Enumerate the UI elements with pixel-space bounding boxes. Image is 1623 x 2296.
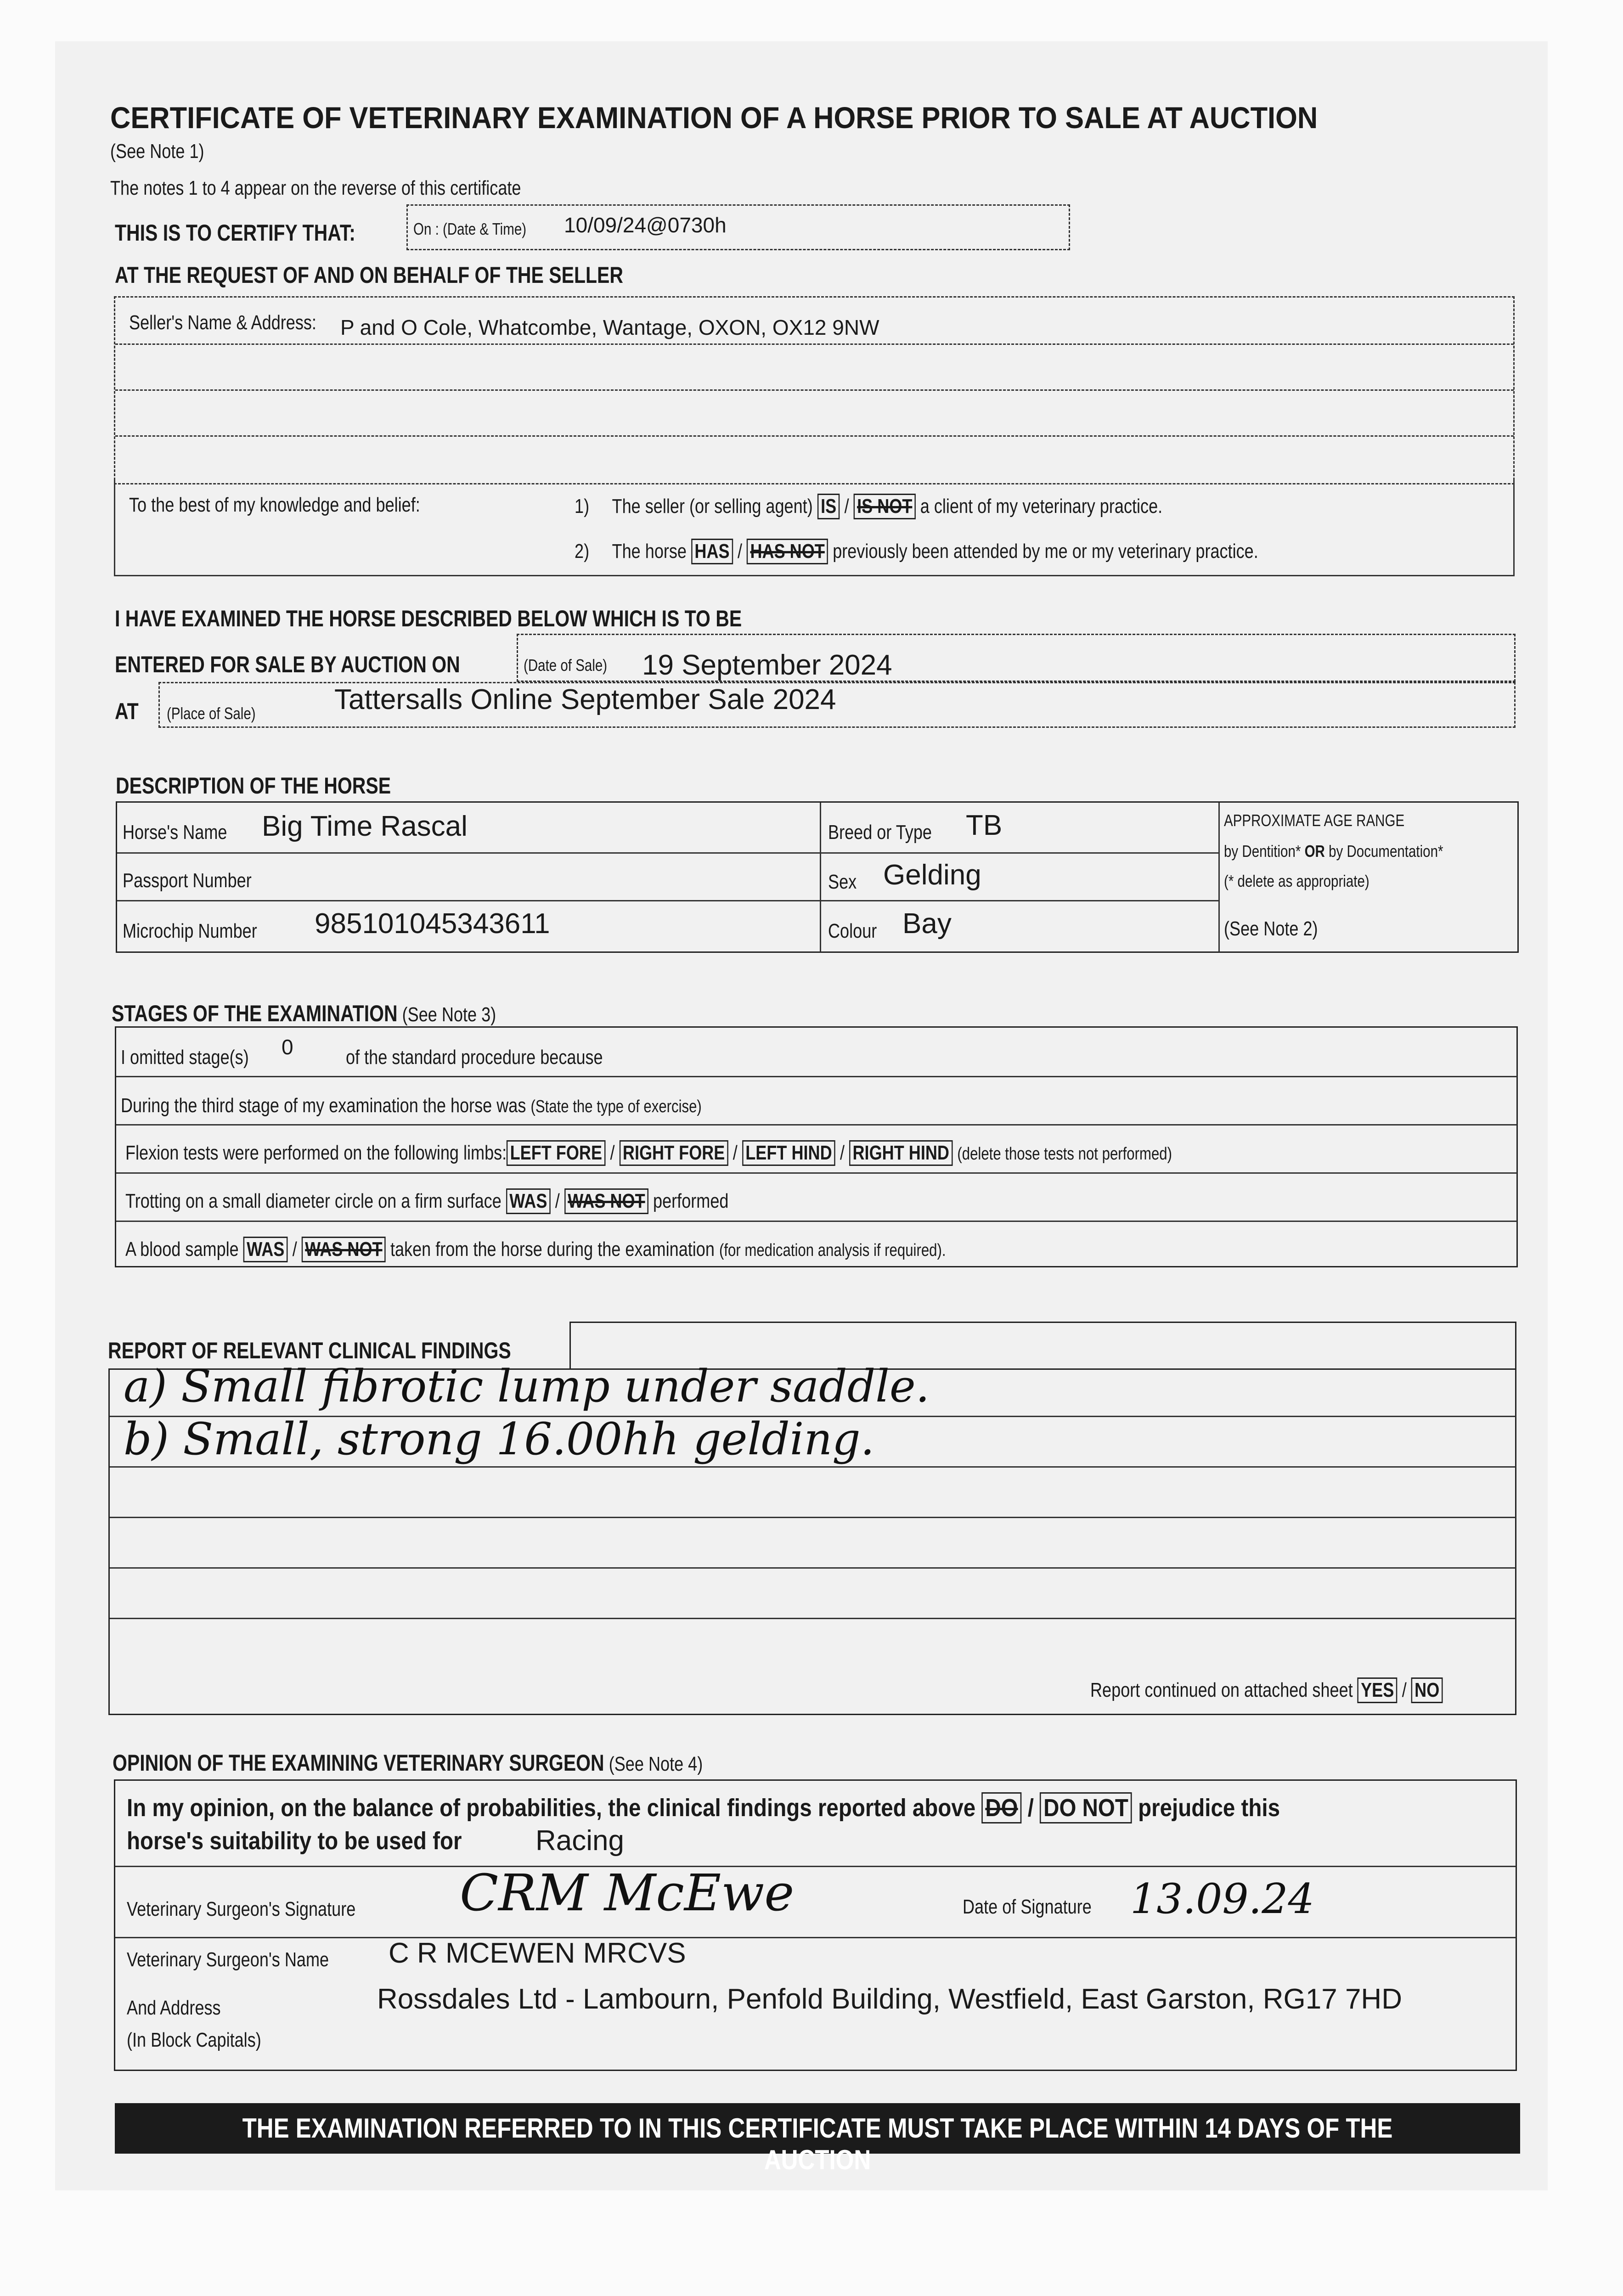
flexion-pre: Flexion tests were performed on the following limbs:	[125, 1142, 507, 1164]
opinion-box	[114, 1779, 1517, 2071]
desc-divider-2	[1218, 803, 1220, 952]
opinion-line-2	[115, 1937, 1516, 1938]
sale-date-label: (Date of Sale)	[524, 656, 608, 675]
seller-value: P and O Cole, Whatcombe, Wantage, OXON, OX12 9NW	[340, 315, 879, 339]
age-note: (* delete as appropriate)	[1224, 872, 1369, 890]
do-option[interactable]: DO	[981, 1792, 1021, 1823]
trot-row	[125, 1188, 728, 1214]
flexion-sep-2: /	[733, 1142, 738, 1164]
line1-pre: The seller (or selling agent)	[612, 495, 813, 518]
date-signature-value: 13.09.24	[1130, 1875, 1314, 1923]
examined-heading-1: I HAVE EXAMINED THE HORSE DESCRIBED BELOW WHICH IS TO BE	[115, 606, 742, 631]
blood-note: (for medication analysis if required).	[719, 1241, 946, 1260]
description-table	[116, 801, 1519, 953]
left-hind-option[interactable]: LEFT HIND	[742, 1140, 835, 1166]
certify-date-field[interactable]	[406, 204, 1070, 250]
colour-label: Colour	[828, 920, 877, 942]
opinion-line-a	[127, 1792, 1280, 1823]
vet-name-value: C R MCEWEN MRCVS	[389, 1937, 686, 1969]
left-fore-option[interactable]: LEFT FORE	[507, 1140, 605, 1166]
seller-box	[114, 296, 1515, 484]
report-continued-row	[1090, 1677, 1443, 1703]
footer-text: THE EXAMINATION REFERRED TO IN THIS CERTIFICATE MUST TAKE PLACE WITHIN 14 DAYS OF THE AUCTION	[242, 2113, 1393, 2175]
seller-line-1	[115, 343, 1514, 345]
age-methods	[1224, 842, 1443, 861]
line2-num: 2)	[575, 540, 590, 563]
trot-was-not-option[interactable]: WAS NOT	[564, 1188, 648, 1214]
is-not-option[interactable]: IS NOT	[854, 494, 916, 519]
do-not-option[interactable]: DO NOT	[1040, 1792, 1132, 1823]
finding-a: a) Small fibrotic lump under saddle.	[124, 1361, 930, 1412]
is-option[interactable]: IS	[817, 494, 840, 519]
sex-label: Sex	[828, 871, 857, 893]
page-title: CERTIFICATE OF VETERINARY EXAMINATION OF A HORSE PRIOR TO SALE AT AUCTION	[110, 101, 1318, 135]
has-option[interactable]: HAS	[691, 539, 733, 564]
omitted-value: 0	[282, 1035, 293, 1059]
knowledge-line-1	[575, 494, 1162, 519]
microchip-label: Microchip Number	[123, 920, 257, 942]
footer-banner	[115, 2103, 1520, 2175]
horse-name-value: Big Time Rascal	[262, 810, 468, 842]
finding-b: b) Small, strong 16.00hh gelding.	[124, 1413, 875, 1465]
stages-see-note: (See Note 3)	[402, 1003, 496, 1026]
knowledge-line-2	[575, 539, 1258, 564]
line1-num: 1)	[575, 495, 590, 518]
sale-date-value: 19 September 2024	[642, 649, 892, 681]
report-line-4	[110, 1567, 1516, 1569]
knowledge-box	[114, 480, 1515, 576]
sale-place-label: (Place of Sale)	[167, 704, 256, 723]
signature-label: Veterinary Surgeon's Signature	[127, 1898, 356, 1920]
stages-line-3	[116, 1172, 1517, 1174]
opinion-heading	[113, 1750, 703, 1776]
stages-line-4	[116, 1221, 1517, 1222]
opinion-text-post: prejudice this	[1138, 1794, 1280, 1822]
description-heading: DESCRIPTION OF THE HORSE	[116, 773, 391, 799]
colour-value: Bay	[902, 908, 952, 940]
trot-pre: Trotting on a small diameter circle on a firm surface	[125, 1190, 502, 1212]
line2-post: previously been attended by me or my veterinary practice.	[833, 540, 1258, 563]
report-heading: REPORT OF RELEVANT CLINICAL FINDINGS	[108, 1338, 511, 1363]
third-stage-row	[121, 1094, 702, 1117]
right-hind-option[interactable]: RIGHT HIND	[849, 1140, 952, 1166]
third-stage-note: (State the type of exercise)	[530, 1097, 702, 1116]
vet-address-value: Rossdales Ltd - Lambourn, Penfold Building, Westfield, East Garston, RG17 7HD	[377, 1983, 1402, 2015]
sale-date-field[interactable]	[517, 634, 1516, 682]
third-stage-label: During the third stage of my examination the horse was	[121, 1094, 526, 1117]
report-continued-label: Report continued on attached sheet	[1090, 1679, 1353, 1701]
flexion-sep-3: /	[840, 1142, 845, 1164]
on-date-value: 10/09/24@0730h	[564, 213, 727, 237]
opinion-heading-text: OPINION OF THE EXAMINING VETERINARY SURGEON	[113, 1750, 604, 1776]
certify-label: THIS IS TO CERTIFY THAT:	[115, 220, 355, 246]
age-by-documentation: by Documentation*	[1329, 842, 1443, 861]
blood-was-not-option[interactable]: WAS NOT	[302, 1237, 386, 1262]
blood-was-option[interactable]: WAS	[243, 1237, 288, 1262]
seller-line-2	[115, 389, 1514, 391]
desc-row-line-2	[117, 900, 1218, 901]
line1-sep: /	[844, 495, 849, 518]
flexion-note: (delete those tests not performed)	[957, 1144, 1172, 1164]
opinion-line-1	[115, 1866, 1516, 1867]
at-label: AT	[115, 698, 139, 724]
line1-post: a client of my veterinary practice.	[920, 495, 1163, 518]
microchip-value: 985101045343611	[315, 908, 550, 940]
see-note-1: (See Note 1)	[110, 140, 204, 163]
blood-post: taken from the horse during the examination	[390, 1238, 715, 1261]
seller-line-3	[115, 435, 1514, 437]
address-label: And Address	[127, 1997, 221, 2019]
blood-row	[125, 1237, 946, 1262]
opinion-sep: /	[1027, 1794, 1034, 1822]
age-by-dentition: by Dentition*	[1224, 842, 1301, 861]
stages-line-2	[116, 1124, 1517, 1125]
on-date-label: On : (Date & Time)	[413, 219, 527, 238]
sale-place-value: Tattersalls Online September Sale 2024	[334, 684, 836, 715]
sex-value: Gelding	[883, 859, 981, 891]
desc-row-line-1	[117, 852, 1218, 854]
passport-label: Passport Number	[123, 869, 252, 892]
trot-post: performed	[653, 1190, 729, 1212]
stages-line-1	[116, 1076, 1517, 1077]
line2-pre: The horse	[612, 540, 687, 563]
continued-no-option[interactable]: NO	[1411, 1677, 1443, 1703]
flexion-row	[125, 1140, 1172, 1166]
trot-was-option[interactable]: WAS	[506, 1188, 551, 1214]
examined-heading-2: ENTERED FOR SALE BY AUCTION ON	[115, 652, 460, 677]
has-not-option[interactable]: HAS NOT	[747, 539, 828, 564]
omitted-post: of the standard procedure because	[346, 1046, 603, 1069]
breed-label: Breed or Type	[828, 821, 932, 844]
continued-sep: /	[1402, 1679, 1407, 1701]
flexion-sep-1: /	[610, 1142, 615, 1164]
opinion-see-note: (See Note 4)	[609, 1753, 703, 1775]
omitted-pre: I omitted stage(s)	[121, 1046, 249, 1069]
line2-sep: /	[738, 540, 743, 563]
age-or: OR	[1304, 842, 1325, 861]
horse-name-label: Horse's Name	[123, 821, 227, 844]
notes-line: The notes 1 to 4 appear on the reverse of this certificate	[110, 177, 521, 199]
desc-divider-1	[820, 803, 821, 952]
seller-label: Seller's Name & Address:	[129, 311, 316, 334]
intended-use-value: Racing	[535, 1825, 624, 1857]
date-signature-label: Date of Signature	[963, 1896, 1092, 1918]
stages-heading	[112, 1000, 496, 1027]
report-line-2	[110, 1466, 1516, 1468]
report-line-3	[110, 1517, 1516, 1518]
continued-yes-option[interactable]: YES	[1358, 1677, 1398, 1703]
age-label: APPROXIMATE AGE RANGE	[1224, 811, 1405, 830]
report-box	[108, 1361, 1516, 1715]
address-label-2: (In Block Capitals)	[127, 2029, 261, 2051]
stages-table	[115, 1026, 1518, 1267]
knowledge-label: To the best of my knowledge and belief:	[129, 494, 420, 516]
trot-sep: /	[555, 1190, 560, 1212]
request-heading: AT THE REQUEST OF AND ON BEHALF OF THE SELLER	[115, 262, 623, 288]
right-fore-option[interactable]: RIGHT FORE	[620, 1140, 728, 1166]
report-line-5	[110, 1618, 1516, 1619]
stages-heading-text: STAGES OF THE EXAMINATION	[112, 1001, 398, 1026]
opinion-line-b: horse's suitability to be used for	[127, 1827, 462, 1855]
vet-name-label: Veterinary Surgeon's Name	[127, 1948, 329, 1971]
age-see-note: (See Note 2)	[1224, 917, 1318, 940]
opinion-text-pre: In my opinion, on the balance of probabilities, the clinical findings reported above	[127, 1794, 976, 1822]
blood-pre: A blood sample	[125, 1238, 239, 1261]
blood-sep: /	[292, 1238, 297, 1261]
signature: CRM McEwe	[460, 1863, 795, 1922]
breed-value: TB	[966, 810, 1003, 841]
sale-place-field[interactable]	[158, 682, 1516, 728]
